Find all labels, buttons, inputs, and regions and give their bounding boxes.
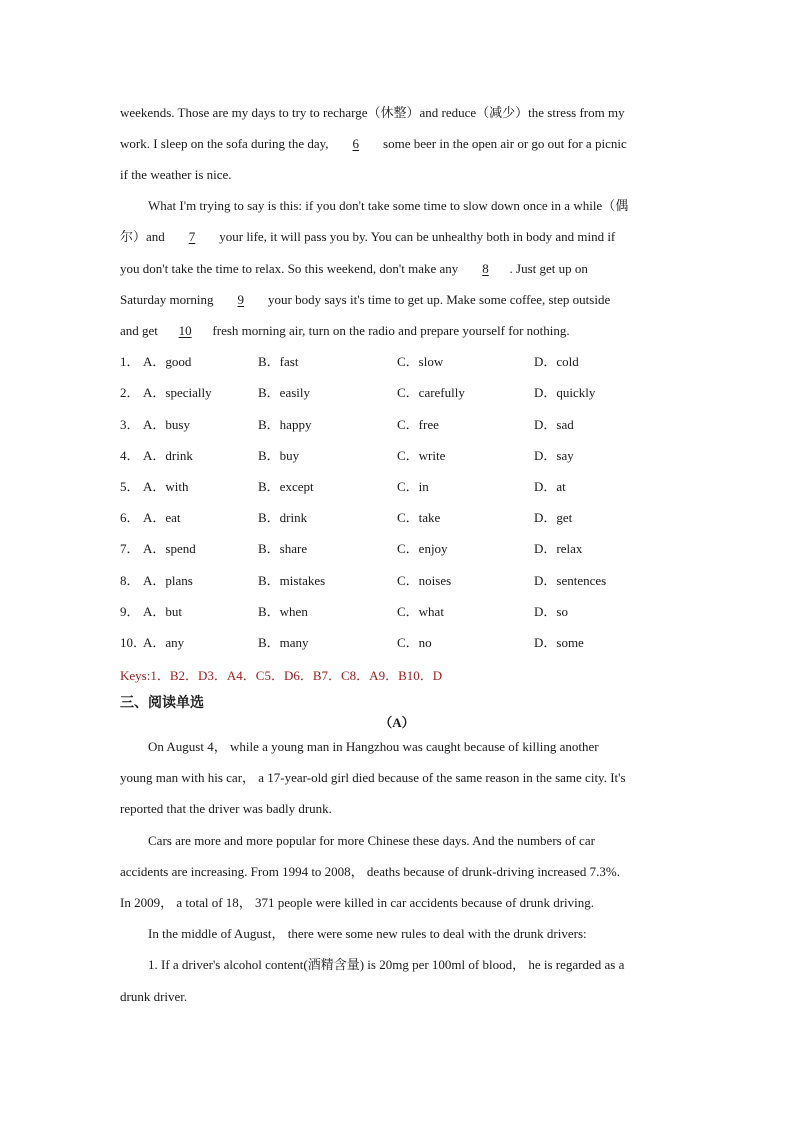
passage-a-line: In 2009， a total of 18， 371 people were killed in car accidents because of drunk driving. <box>120 895 594 910</box>
question-number: 5． <box>120 479 140 494</box>
option-c: C．noises <box>397 573 452 588</box>
option-b: B．buy <box>258 448 300 463</box>
passage-line <box>120 261 588 277</box>
option-c: C．in <box>397 479 429 494</box>
option-c: C．write <box>397 448 446 463</box>
option-a: A．but <box>143 604 183 619</box>
question-number: 9． <box>120 604 140 619</box>
option-b: B．easily <box>258 385 310 400</box>
option-b: B．drink <box>258 510 308 525</box>
option-c: C．what <box>397 604 444 619</box>
option-c: C．carefully <box>397 385 465 400</box>
passage-line: weekends. Those are my days to try to recharge（休整）and reduce（减少）the stress from my <box>120 105 625 120</box>
passage-text: . Just get up on <box>509 261 588 276</box>
option-a: A．with <box>143 479 189 494</box>
passage-a-line: reported that the driver was badly drunk. <box>120 801 332 816</box>
passage-a-line: In the middle of August， there were some new rules to deal with the drunk drivers: <box>148 926 587 941</box>
option-d: D．say <box>534 448 574 463</box>
option-c: C．take <box>397 510 441 525</box>
passage-line: What I'm trying to say is this: if you don't take some time to slow down once in a while（偶 <box>148 198 629 213</box>
passage-text: 尔）and <box>120 229 165 244</box>
passage-text: fresh morning air, turn on the radio and prepare yourself for nothing. <box>212 323 570 338</box>
option-a: A．spend <box>143 541 196 556</box>
question-number: 2． <box>120 385 140 400</box>
blank-7: 7 <box>188 229 196 244</box>
passage-text: your body says it's time to get up. Make some coffee, step outside <box>268 292 611 307</box>
option-c: C．slow <box>397 354 444 369</box>
option-a: A．drink <box>143 448 193 463</box>
question-number: 4． <box>120 448 140 463</box>
passage-a-line: Cars are more and more popular for more Chinese these days. And the numbers of car <box>148 833 595 848</box>
option-d: D．sentences <box>534 573 607 588</box>
option-c: C．free <box>397 417 439 432</box>
option-c: C．enjoy <box>397 541 448 556</box>
section-heading: 三、阅读单选 <box>120 695 204 711</box>
option-d: D．so <box>534 604 568 619</box>
passage-a-line: accidents are increasing. From 1994 to 2008， deaths because of drunk-driving increased 7.3%. <box>120 864 620 879</box>
option-a: A．plans <box>143 573 193 588</box>
option-d: D．sad <box>534 417 574 432</box>
option-b: B．when <box>258 604 308 619</box>
passage-a-line: drunk driver. <box>120 989 188 1004</box>
blank-6: 6 <box>352 136 360 151</box>
question-number: 8． <box>120 573 140 588</box>
option-c: C．no <box>397 635 432 650</box>
option-b: B．happy <box>258 417 312 432</box>
passage-line <box>120 292 610 308</box>
question-number: 6． <box>120 510 140 525</box>
question-number: 10． <box>120 635 147 650</box>
option-b: B．fast <box>258 354 299 369</box>
blank-10: 10 <box>178 323 192 338</box>
question-number: 3． <box>120 417 140 432</box>
passage-line: if the weather is nice. <box>120 167 232 182</box>
option-d: D．cold <box>534 354 579 369</box>
passage-line <box>120 229 615 245</box>
option-b: B．many <box>258 635 309 650</box>
option-a: A．eat <box>143 510 181 525</box>
blank-8: 8 <box>482 261 489 276</box>
option-a: A．busy <box>143 417 190 432</box>
passage-text: your life, it will pass you by. You can be unhealthy both in body and mind if <box>219 229 616 244</box>
option-a: A．any <box>143 635 185 650</box>
passage-a-line: On August 4， while a young man in Hangzhou was caught because of killing another <box>148 739 599 754</box>
option-b: B．mistakes <box>258 573 326 588</box>
question-number: 1． <box>120 354 140 369</box>
question-number: 7． <box>120 541 140 556</box>
option-b: B．except <box>258 479 314 494</box>
passage-text: and get <box>120 323 158 338</box>
option-a: A．specially <box>143 385 212 400</box>
passage-line <box>120 323 570 339</box>
passage-title: （A） <box>379 715 415 730</box>
passage-line <box>120 136 627 152</box>
passage-a-line: young man with his car， a 17-year-old girl died because of the same reason in the same city. It's <box>120 770 626 785</box>
blank-9: 9 <box>237 292 245 307</box>
option-d: D．some <box>534 635 584 650</box>
option-d: D．at <box>534 479 566 494</box>
option-a: A．good <box>143 354 192 369</box>
option-d: D．get <box>534 510 573 525</box>
option-d: D．quickly <box>534 385 596 400</box>
option-b: B．share <box>258 541 308 556</box>
passage-text: Saturday morning <box>120 292 214 307</box>
passage-a-line: 1. If a driver's alcohol content(酒精含量) is 20mg per 100ml of blood， he is regarded as a <box>148 957 625 972</box>
option-d: D．relax <box>534 541 583 556</box>
passage-text: some beer in the open air or go out for a picnic <box>383 136 627 151</box>
passage-text: you don't take the time to relax. So this weekend, don't make any <box>120 261 459 276</box>
answer-keys: Keys:1．B2．D3．A4．C5．D6．B7．C8．A9．B10．D <box>120 668 443 683</box>
passage-text: work. I sleep on the sofa during the day, <box>120 136 329 151</box>
